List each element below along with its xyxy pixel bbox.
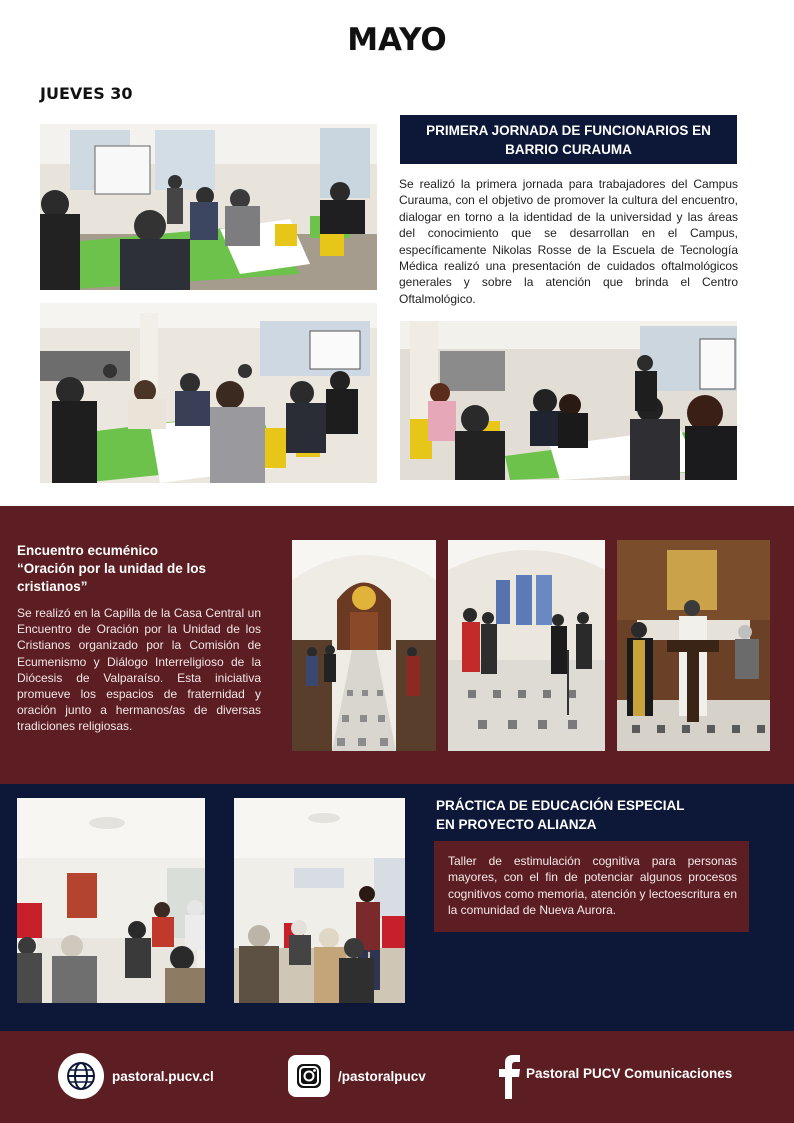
- photo-meeting-room-2: [40, 303, 377, 483]
- section3-title-line2: EN PROYECTO ALIANZA: [436, 817, 597, 832]
- instagram-icon: [288, 1055, 330, 1097]
- section2-title: [17, 542, 257, 596]
- photo-meeting-room-1: [40, 124, 377, 290]
- photo-chapel-aisle: [292, 540, 436, 751]
- photo-workshop-1: [17, 798, 205, 1003]
- photo-meeting-room-3: [400, 321, 737, 480]
- photo-chapel-altar: [617, 540, 770, 751]
- globe-icon: [58, 1053, 104, 1099]
- section3-title: [436, 796, 766, 834]
- footer-facebook-text: Pastoral PUCV Comunicaciones: [526, 1066, 733, 1081]
- footer-website-link[interactable]: [58, 1053, 214, 1099]
- footer-facebook-link[interactable]: [498, 1053, 732, 1099]
- section2-title-line1: Encuentro ecuménico: [17, 543, 159, 558]
- section3-body: Taller de estimulación cognitiva para personas mayores, con el fin de potenciar algunos procesos cognitivos como memoria, atención y lectoescritura en la comunidad de Nueva Aurora.: [448, 854, 737, 918]
- section1-header-line2: BARRIO CURAUMA: [505, 141, 632, 157]
- section1-header: [400, 115, 737, 164]
- section1-header-line1: PRIMERA JORNADA DE FUNCIONARIOS EN: [426, 122, 711, 138]
- footer-instagram-text: /pastoralpucv: [338, 1068, 426, 1084]
- section3-body-box: [434, 841, 749, 932]
- section1-body: Se realizó la primera jornada para trabajadores del Campus Curauma, con el objetivo de promover la cultura del encuentro, dialogar en torno a la identidad de la universidad y las áreas del conocimiento que se desarrollan en el Campus, específicamente Nikolas Rosse de la Escuela de Tecnología Médica realizó una presentación de cuidados oftalmológicos generales y sobre la atención que brinda el Centro Oftalmológico.: [399, 177, 738, 306]
- footer-website-text: pastoral.pucv.cl: [112, 1068, 214, 1084]
- section2-body: Se realizó en la Capilla de la Casa Central un Encuentro de Oración por la Unidad de los Cristianos organizado por la Comisión de Ecumenismo y Diálogo Interreligioso de la Diócesis de Valparaíso. Esta iniciativa promueve los espacios de fraternidad y oración junto a hermanos/as de diversas tradiciones religiosas.: [17, 606, 261, 734]
- page-title: MAYO: [347, 22, 447, 58]
- photo-workshop-2: [234, 798, 405, 1003]
- section2-title-line2: “Oración por la unidad de los cristianos”: [17, 561, 207, 594]
- footer-instagram-link[interactable]: [288, 1054, 426, 1098]
- facebook-icon: [498, 1053, 522, 1099]
- photo-chapel-gathering: [448, 540, 605, 751]
- section3-title-line1: PRÁCTICA DE EDUCACIÓN ESPECIAL: [436, 798, 685, 813]
- date-heading: JUEVES 30: [40, 84, 133, 103]
